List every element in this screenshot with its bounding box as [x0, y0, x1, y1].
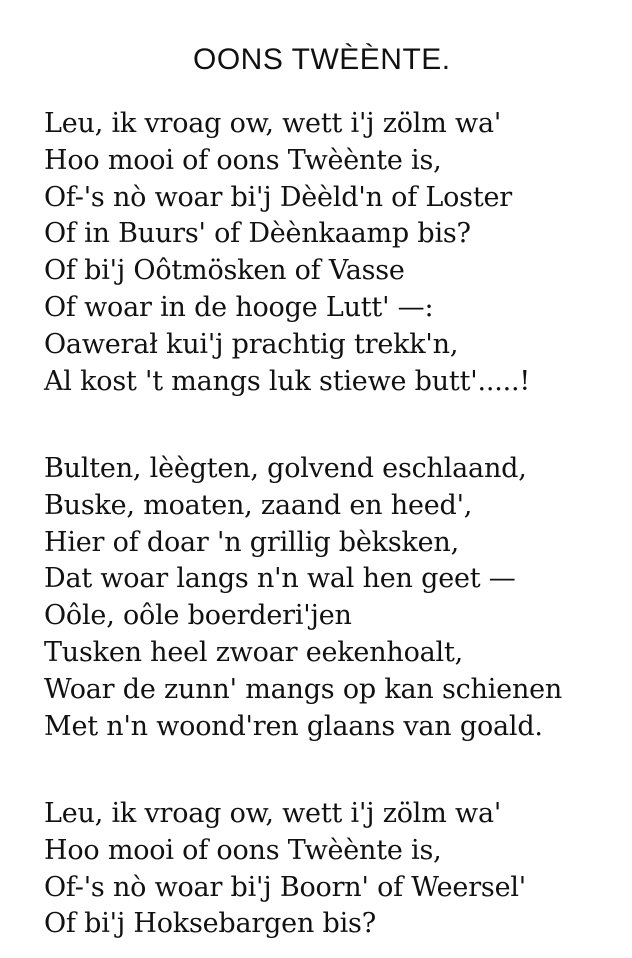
poem-line: Woar de zunn' mangs op kan schienen	[44, 673, 563, 705]
poem-line: Of bi'j Hoksebargen bis?	[44, 908, 376, 940]
poem-line: Hier of doar 'n grillig bèksken,	[44, 526, 459, 558]
poem-line: Dat woar langs n'n wal hen geet —	[44, 563, 516, 595]
poem-line: Of woar in de hooge Lutt' —:	[44, 291, 434, 323]
poem-line: Tusken heel zwoar eekenhoalt,	[44, 636, 464, 668]
stanza-2	[44, 451, 562, 745]
poem-line: Oôle, oôle boerderi'jen	[44, 600, 352, 632]
poem-title: OONS TWÈÈNTE.	[193, 43, 451, 76]
poem-line: Leu, ik vroag ow, wett i'j zölm wa'	[44, 108, 502, 139]
poem-line: Bulten, lèègten, golvend eschlaand,	[44, 453, 527, 484]
poem-line: Oawerał kui'j prachtig trekk'n,	[44, 328, 459, 360]
poem-line: Met n'n woond'ren glaans van goald.	[44, 710, 543, 742]
poem-line: Of in Buurs' of Dèènkaamp bis?	[44, 218, 471, 250]
poem-line: Hoo mooi of oons Twèènte is,	[44, 834, 442, 866]
poem-line: Al kost 't mangs luk stiewe butt'.....!	[44, 365, 531, 397]
poem-line: Of-'s nò woar bi'j Boorn' of Weersel'	[44, 871, 527, 903]
poem-line: Buske, moaten, zaand en heed',	[44, 489, 473, 521]
stanza-3	[44, 796, 526, 943]
poem-line: Leu, ik vroag ow, wett i'j zölm wa'	[44, 798, 502, 829]
poem-line: Of-'s nò woar bi'j Dèèld'n of Loster	[44, 181, 512, 213]
poem-line: Hoo mooi of oons Twèènte is,	[44, 144, 442, 176]
stanza-1	[44, 106, 530, 400]
poem-line: Of bi'j Oôtmösken of Vasse	[44, 255, 405, 287]
